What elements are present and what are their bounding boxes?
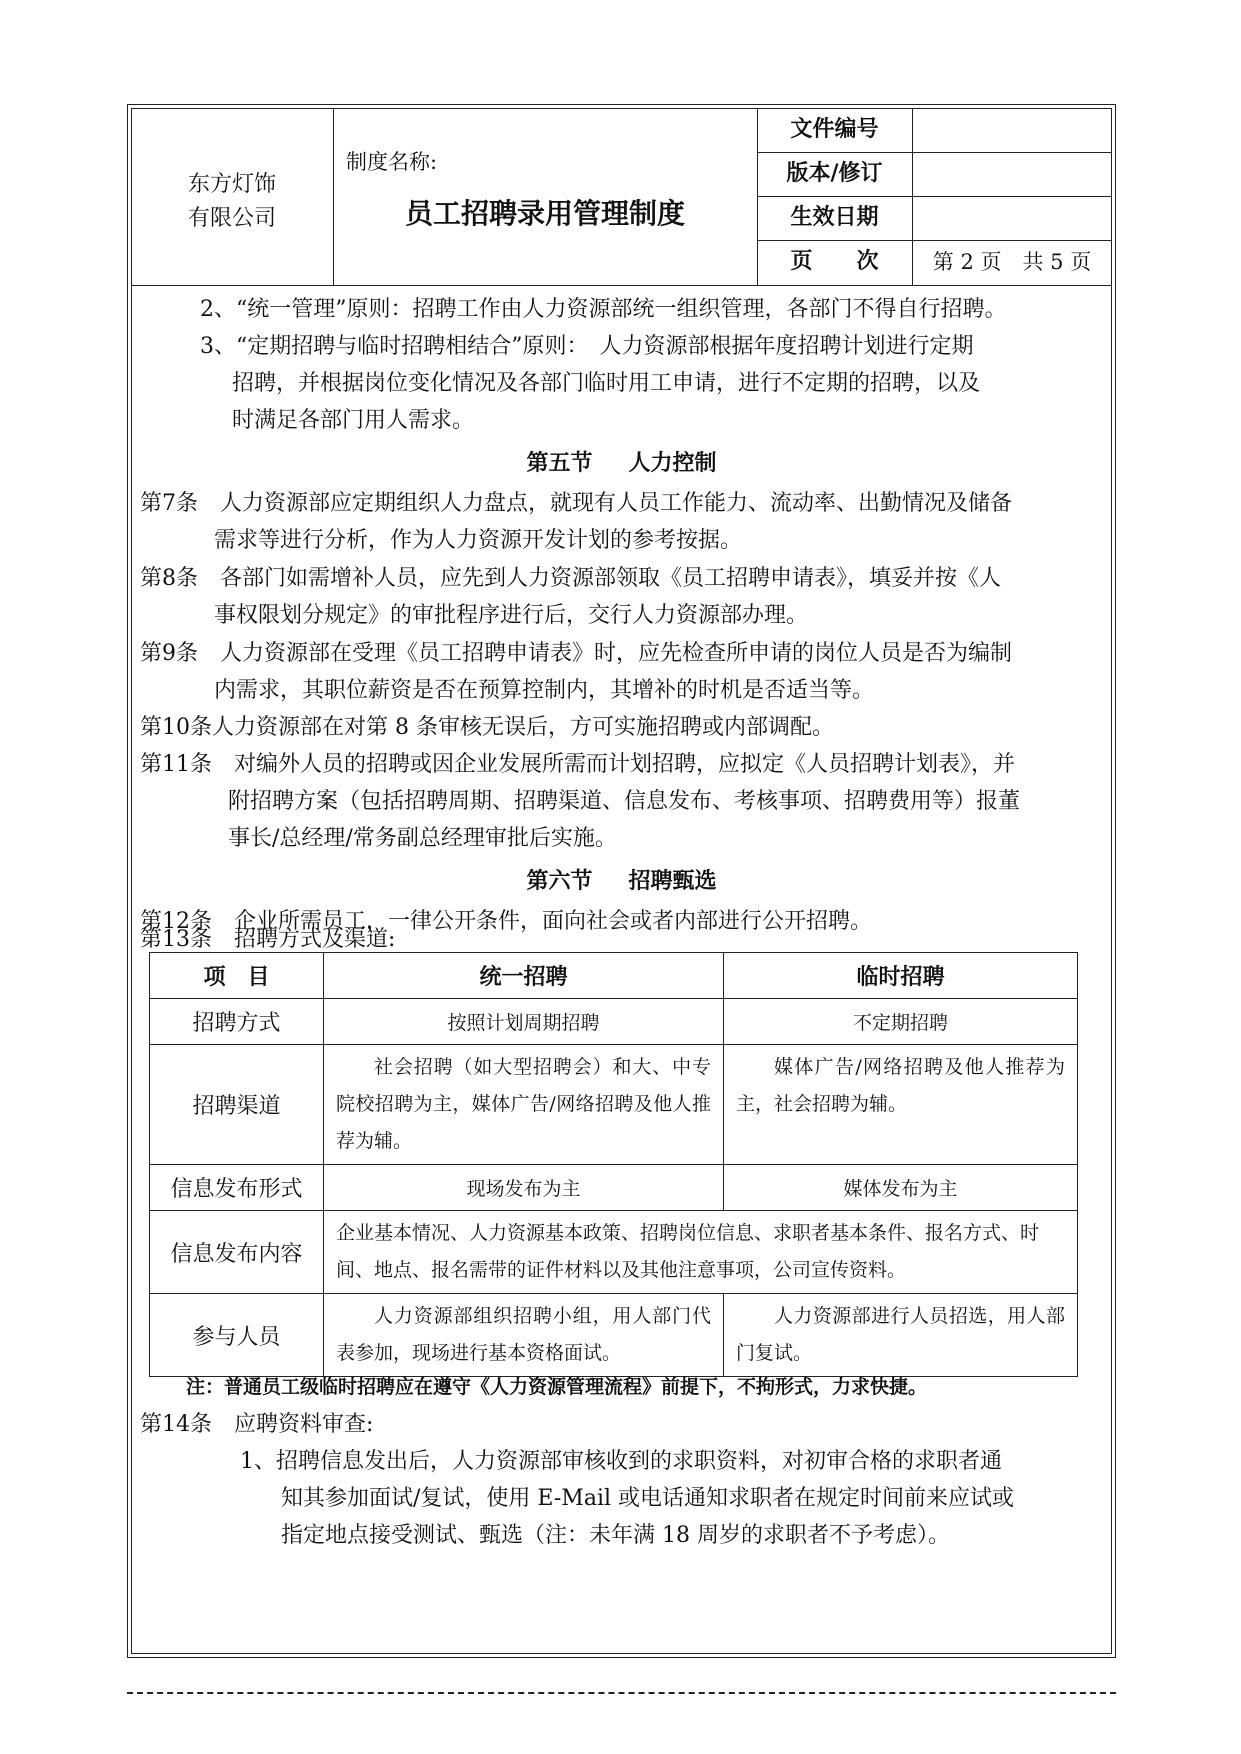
row-label: 招聘方式 [150,999,324,1045]
header-unified: 统一招聘 [324,953,724,999]
cell-unified: 社会招聘（如大型招聘会）和大、中专院校招聘为主，媒体广告/网络招聘及他人推荐为辅。 [324,1045,724,1165]
article-7-line-2: 需求等进行分析，作为人力资源开发计划的参考按据。 [214,528,743,553]
table-note: 注：普通员工级临时招聘应在遵守《人力资源管理流程》前提下，不拘形式，力求快捷。 [186,1376,928,1398]
article-9-line-1: 第9条 人力资源部在受理《员工招聘申请表》时，应先检查所申请的岗位人员是否为编制 [140,641,1013,666]
page-label: 页 次 [790,249,879,274]
page-value: 第 2 页 共 5 页 [932,250,1092,274]
system-title: 员工招聘录用管理制度 [404,197,685,230]
recruitment-table [149,952,1078,1377]
article-8-line-2: 事权限划分规定》的审批程序进行后，交行人力资源部办理。 [214,603,809,628]
cell-merged: 企业基本情况、人力资源基本政策、招聘岗位信息、求职者基本条件、报名方式、时间、地点、报名需带的证件材料以及其他注意事项，公司宣传资料。 [324,1211,1078,1294]
principle-2: 2、“统一管理”原则：招聘工作由人力资源部统一组织管理，各部门不得自行招聘。 [200,297,1007,322]
article-14-title: 第14条 应聘资料审查: [140,1412,374,1437]
row-label: 信息发布形式 [150,1165,324,1211]
principle-3-line-1: 3、“定期招聘与临时招聘相结合”原则： 人力资源部根据年度招聘计划进行定期 [200,334,974,359]
effective-date-value [912,196,1112,240]
article-11-line-1: 第11条 对编外人员的招聘或因企业发展所需而计划招聘，应拟定《人员招聘计划表》，并 [140,752,1015,777]
version-value [912,152,1112,196]
principle-3-line-2: 招聘，并根据岗位变化情况及各部门临时用工申请，进行不定期的招聘，以及 [232,371,981,396]
table-row [150,1211,1078,1294]
version-label: 版本/修订 [786,161,883,186]
row-label: 信息发布内容 [150,1211,324,1294]
article-14-item-1-line-1: 1、招聘信息发出后，人力资源部审核收到的求职资料，对初审合格的求职者通 [240,1449,1002,1474]
cell-temporary: 不定期招聘 [724,999,1078,1045]
article-11-line-3: 事长/总经理/常务副总经理审批后实施。 [228,826,617,851]
cell-unified: 现场发布为主 [324,1165,724,1211]
row-label: 招聘渠道 [150,1045,324,1165]
article-11-line-2: 附招聘方案（包括招聘周期、招聘渠道、信息发布、考核事项、招聘费用等）报董 [228,789,1021,814]
row-label: 参与人员 [150,1294,324,1377]
article-13: 第13条 招聘方式及渠道: [140,927,396,952]
table-row [150,1045,1078,1165]
table-row [150,999,1078,1045]
section-6-heading: 第六节 招聘甄选 [526,869,717,894]
header-item: 项 目 [150,953,324,999]
header-temporary: 临时招聘 [724,953,1078,999]
effective-date-label: 生效日期 [790,205,879,230]
file-number-label: 文件编号 [790,117,879,142]
article-8-line-1: 第8条 各部门如需增补人员，应先到人力资源部领取《员工招聘申请表》，填妥并按《人 [140,566,1002,591]
article-14-item-1-line-2: 知其参加面试/复试，使用 E-Mail 或电话通知求职者在规定时间前来应试或 [281,1486,1015,1511]
table-row [150,1294,1078,1377]
article-10: 第10条人力资源部在对第 8 条审核无误后，方可实施招聘或内部调配。 [140,715,834,740]
cell-temporary: 媒体发布为主 [724,1165,1078,1211]
article-14-item-1-line-3: 指定地点接受测试、甄选（注：未年满 18 周岁的求职者不予考虑）。 [281,1523,950,1548]
cell-temporary: 媒体广告/网络招聘及他人推荐为主，社会招聘为辅。 [724,1045,1078,1165]
cell-unified: 人力资源部组织招聘小组，用人部门代表参加，现场进行基本资格面试。 [324,1294,724,1377]
article-7-line-1: 第7条 人力资源部应定期组织人力盘点，就现有人员工作能力、流动率、出勤情况及储备 [140,491,1013,516]
section-5-heading: 第五节 人力控制 [526,451,717,476]
article-9-line-2: 内需求，其职位薪资是否在预算控制内，其增补的时机是否适当等。 [214,678,875,703]
file-number-value [912,108,1112,152]
document-header [131,108,1112,286]
cell-temporary: 人力资源部进行人员招选，用人部门复试。 [724,1294,1078,1377]
table-row [150,1165,1078,1211]
company-name: 东方灯饰 有限公司 [187,172,276,231]
table-header-row [150,953,1078,999]
cut-line [127,1692,1116,1694]
principle-3-line-3: 时满足各部门用人需求。 [232,408,475,433]
article-12: 第12条 企业所需员工，一律公开条件，面向社会或者内部进行公开招聘。 [140,909,872,934]
system-name-label: 制度名称: [346,150,438,174]
cell-unified: 按照计划周期招聘 [324,999,724,1045]
